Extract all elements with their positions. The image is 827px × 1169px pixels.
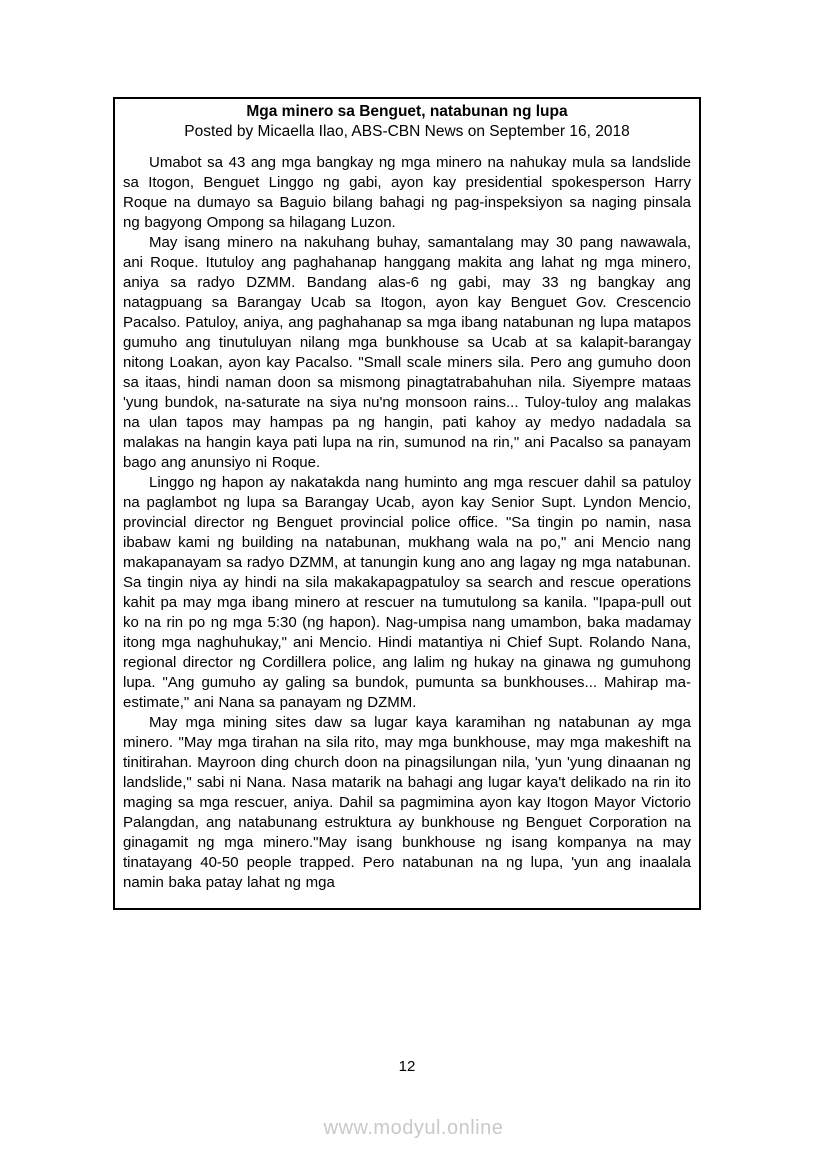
article-paragraph: Linggo ng hapon ay nakatakda nang huminto ang mga rescuer dahil sa patuloy na paglambot ng lupa sa Barangay Ucab, ayon kay Senior Supt. Lyndon Mencio, provincial director ng Benguet provincial police office. "Sa tingin po namin, nasa ibabaw kami ng building na natabunan, mukhang wala na po," ani Mencio nang makapanayam sa radyo DZMM, at tanungin kung ano ang lagay ng mga natabunan. Sa tingin niya ay hindi na sila makakapagpatuloy sa search and rescue operations kahit pa may mga ibang minero at rescuer na tumutulong sa kanila. "Ipapa-pull out ko na rin po ng mga 5:30 (ng hapon). Nag-umpisa nang umambon, baka madamay itong mga naghuhukay," ani Mencio. Hindi matantiya ni Chief Supt. Rolando Nana, regional director ng Cordillera police, ang lalim ng hukay na ginawa ng gumuhong lupa. "Ang gumuho ay galing sa bundok, pumunta sa bunkhouses... Mahirap ma-estimate," ani Nana sa panayam ng DZMM. xyxy=(123,474,691,711)
article-paragraph: Umabot sa 43 ang mga bangkay ng mga minero na nahukay mula sa landslide sa Itogon, Benguet Linggo ng gabi, ayon kay presidential spokesperson Harry Roque na dumayo sa Baguio bilang bahagi ng pag-inspeksiyon sa naging pinsala ng bagyong Ompong sa hilagang Luzon. xyxy=(123,154,691,231)
article-title: Mga minero sa Benguet, natabunan ng lupa xyxy=(246,103,568,120)
watermark-text: www.modyul.online xyxy=(323,1117,504,1139)
article-border-box xyxy=(113,97,701,910)
article-paragraph: May isang minero na nakuhang buhay, samantalang may 30 pang nawawala, ani Roque. Itutuloy ang paghahanap hanggang makita ang lahat ng mga minero, aniya sa radyo DZMM. Bandang alas-6 ng gabi, may 33 ng bangkay ang natagpuang sa Barangay Ucab sa Itogon, ayon kay Benguet Gov. Crescencio Pacalso. Patuloy, aniya, ang paghahanap sa mga ibang natabunan ng lupa matapos gumuho ang tinutuluyan nilang mga bunkhouse sa Ucab at sa kalapit-barangay nitong Loakan, ayon kay Pacalso. "Small scale miners sila. Pero ang gumuho doon sa itaas, hindi naman doon sa mismong pinagtatrabahuhan nila. Siyempre mataas 'yung bundok, na-saturate na siya nu'ng monsoon rains... Tuloy-tuloy ang malakas na ulan tapos may hampas pa ng hangin, pati kahoy ay medyo nadadala sa malakas na hangin kaya pati lupa na rin, sumunod na rin," ani Pacalso sa panayam bago ang anunsiyo ni Roque. xyxy=(123,234,691,471)
page-number: 12 xyxy=(398,1058,416,1075)
article-byline: Posted by Micaella Ilao, ABS-CBN News on September 16, 2018 xyxy=(184,123,630,140)
article-body xyxy=(123,153,691,893)
article-paragraph: May mga mining sites daw sa lugar kaya karamihan ng natabunan ay mga minero. "May mga tirahan na sila rito, may mga bunkhouse, may mga makeshift na tinitirahan. Mayroon ding church doon na pinagsilungan nila, 'yun 'yung dinaanan ng landslide," sabi ni Nana. Nasa matarik na bahagi ang lugar kaya't delikado na rin ito maging sa mga rescuer, aniya. Dahil sa pagmimina ayon kay Itogon Mayor Victorio Palangdan, ang natabunang estruktura ay bunkhouse ng Benguet Corporation na ginagamit ng mga minero."May isang bunkhouse ng isang kompanya na may tinatayang 40-50 people trapped. Pero natabunan na ng lupa, 'yun ang inaalala namin baka patay lahat ng mga xyxy=(123,714,691,891)
